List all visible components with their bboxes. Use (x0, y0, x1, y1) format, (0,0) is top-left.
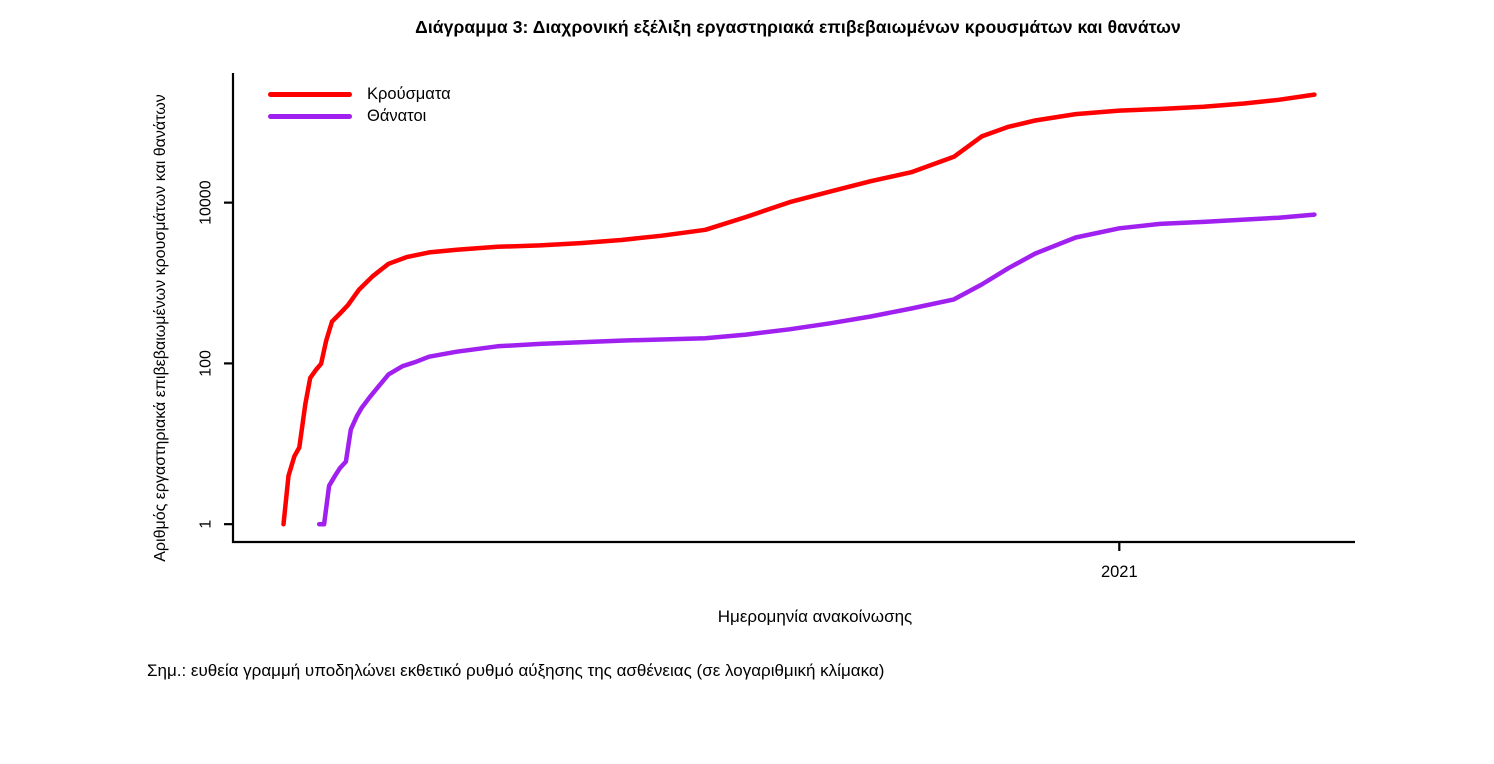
y-axis-tick-label: 10000 (197, 180, 215, 225)
deaths-line (319, 215, 1314, 525)
axes (233, 73, 1355, 542)
x-axis-tick-label: 2021 (1100, 563, 1138, 581)
deaths-line-swatch (268, 114, 352, 119)
legend (268, 83, 451, 127)
y-axis-label: Αριθμός εργαστηριακά επιβεβαιωμένων κρουσμάτων και θανάτων (152, 94, 169, 562)
y-axis-tick-label: 100 (197, 350, 215, 377)
footnote: Σημ.: ευθεία γραμμή υποδηλώνει εκθετικό ρυθμό αύξησης της ασθένειας (σε λογαριθμική κλίμακα) (147, 661, 885, 680)
y-axis-tick-label: 1 (197, 519, 215, 529)
chart-title: Διάγραμμα 3: Διαχρονική εξέλιξη εργαστηριακά επιβεβαιωμένων κρουσμάτων και θανάτων (415, 17, 1181, 37)
x-axis-label: Ημερομηνία ανακοίνωσης (717, 607, 913, 626)
cases-line (284, 95, 1315, 525)
legend-item-deaths (268, 105, 451, 127)
legend-label-cases: Κρούσματα (367, 84, 451, 103)
cases-line-swatch (268, 92, 352, 97)
legend-item-cases (268, 83, 451, 105)
legend-label-deaths: Θάνατοι (367, 106, 427, 125)
